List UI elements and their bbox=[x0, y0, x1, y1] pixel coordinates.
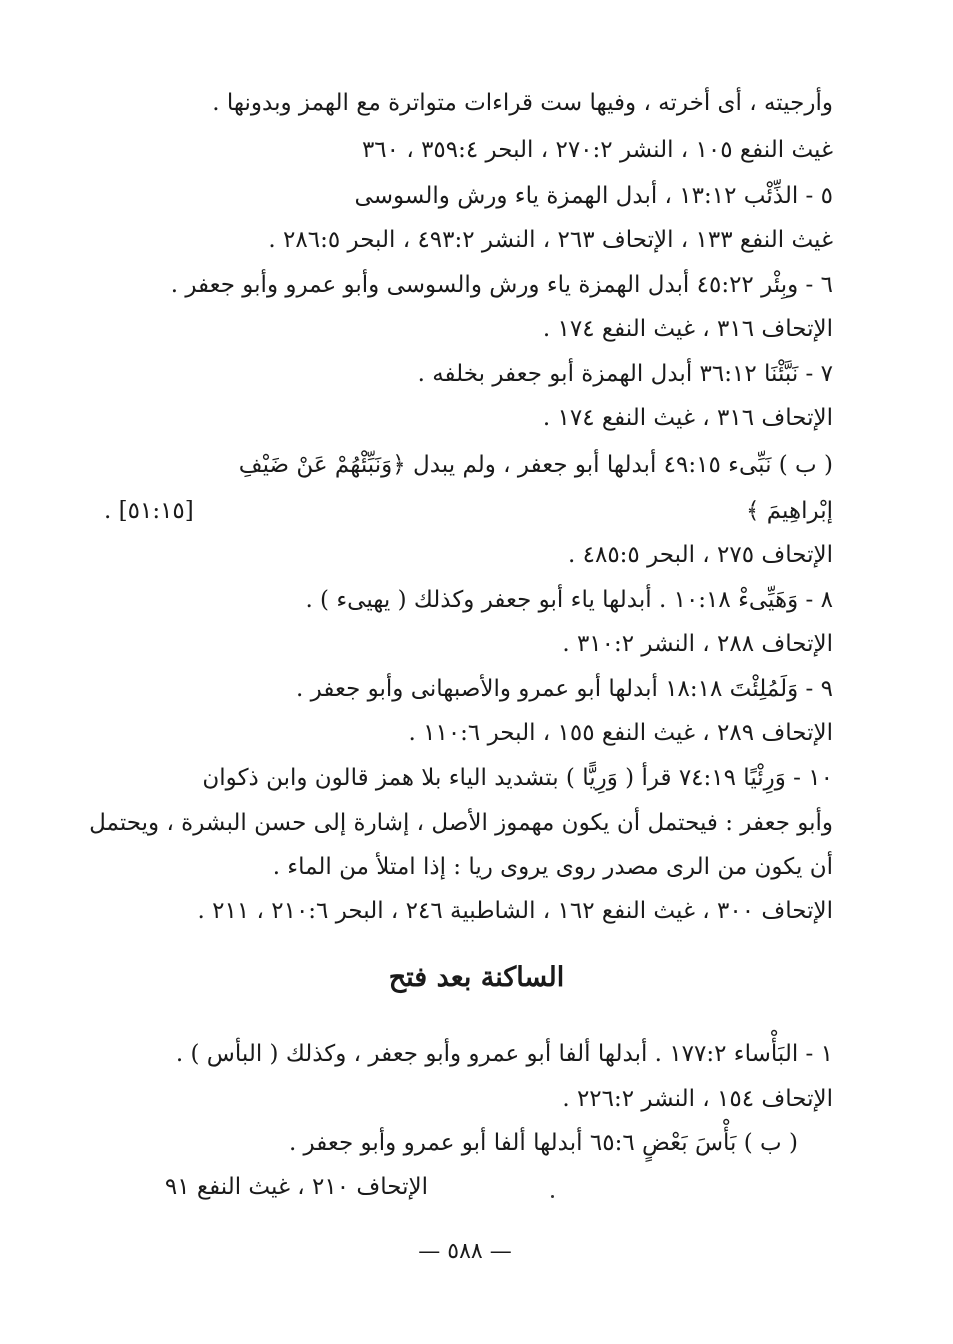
text-line-6: الإتحاف ٣١٦ ، غيث النفع ١٧٤ . bbox=[542, 316, 833, 342]
page-number: — ٥٨٨ — bbox=[418, 1239, 512, 1264]
text-line-17: وأبو جعفر : فيحتمل أن يكون مهموز الأصل ، إشارة إلى حسن البشرة ، ويحتمل bbox=[89, 810, 833, 836]
text-line-3: ٥ - الذِّئْب ١٣:١٢ ، أبدل الهمزة ياء ورش والسوسى bbox=[354, 183, 833, 209]
text-line-8: الإتحاف ٣١٦ ، غيث النفع ١٧٤ . bbox=[542, 405, 833, 431]
text-line-19: الإتحاف ٣٠٠ ، غيث النفع ١٦٢ ، الشاطبية ٢٤٦ ، البحر ٢١٠:٦ ، ٢١١ . bbox=[197, 898, 833, 924]
text-line-15: الإتحاف ٢٨٩ ، غيث النفع ١٥٥ ، البحر ١١٠:٦ . bbox=[408, 720, 833, 746]
text-line-18: أن يكون من الرى مصدر روى يروى ريا : إذا امتلأ من الماء . bbox=[272, 854, 833, 880]
text-line-23: الإتحاف ٢١٠ ، غيث النفع ٩١ bbox=[164, 1174, 428, 1200]
text-line-20: ١ - البَأْساء ١٧٧:٢ . أبدلها ألفا أبو عمرو وأبو جعفر ، وكذلك ( البأس ) . bbox=[175, 1041, 833, 1067]
text-line-4: غيث النفع ١٣٣ ، الإتحاف ٢٦٣ ، النشر ٤٩٣:٢ ، البحر ٢٨٦:٥ . bbox=[268, 227, 833, 253]
text-line-22: ( ب ) بَأْسَ بَعْضٍ ٦٥:٦ أبدلها ألفا أبو عمرو وأبو جعفر . bbox=[288, 1130, 798, 1156]
verse-reference: [٥١:١٥] . bbox=[104, 498, 194, 524]
text-line-9: ( ب ) نَبِّىء ٤٩:١٥ أبدلها أبو جعفر ، ولم يبدل ﴿وَنَبِّئْهُمْ عَنْ ضَيْفِ bbox=[238, 452, 833, 478]
text-line-5: ٦ - وبِئْر ٤٥:٢٢ أبدل الهمزة ياء ورش والسوسى وأبو عمرو وأبو جعفر . bbox=[170, 272, 833, 298]
text-line-13: الإتحاف ٢٨٨ ، النشر ٣١٠:٢ . bbox=[562, 631, 833, 657]
text-line-7: ٧ - نَبَّئْنَا ٣٦:١٢ أبدل الهمزة أبو جعفر بخلفه . bbox=[417, 361, 833, 387]
text-line-12: ٨ - وَهَيِّىءْ ١٠:١٨ . أبدلها ياء أبو جعفر وكذلك ( يهيىء ) . bbox=[305, 587, 833, 613]
section-heading: الساكنة بعد فتح bbox=[388, 962, 565, 993]
text-line-1: وأرجيته ، أى أخرته ، وفيها ست قراءات متواترة مع الهمز وبدونها . bbox=[212, 90, 833, 116]
text-line-11: الإتحاف ٢٧٥ ، البحر ٤٨٥:٥ . bbox=[567, 542, 833, 568]
text-line-10: إبْراهِيمَ ﴾ bbox=[745, 498, 833, 524]
text-line-16: ١٠ - وَرِئْيًا ٧٤:١٩ قرأ ( وَرِيًّا ) بتشديد الياء بلا همز قالون وابن ذكوان bbox=[202, 765, 833, 791]
text-line-2: غيث النفع ١٠٥ ، النشر ٢٧٠:٢ ، البحر ٣٥٩:٤ ، ٣٦٠ bbox=[361, 137, 833, 163]
text-line-14: ٩ - وَلَمُلِئْتَ ١٨:١٨ أبدلها أبو عمرو والأصبهانى وأبو جعفر . bbox=[296, 676, 833, 702]
text-line-21: الإتحاف ١٥٤ ، النشر ٢٢٦:٢ . bbox=[562, 1086, 833, 1112]
stray-mark bbox=[551, 1195, 554, 1198]
